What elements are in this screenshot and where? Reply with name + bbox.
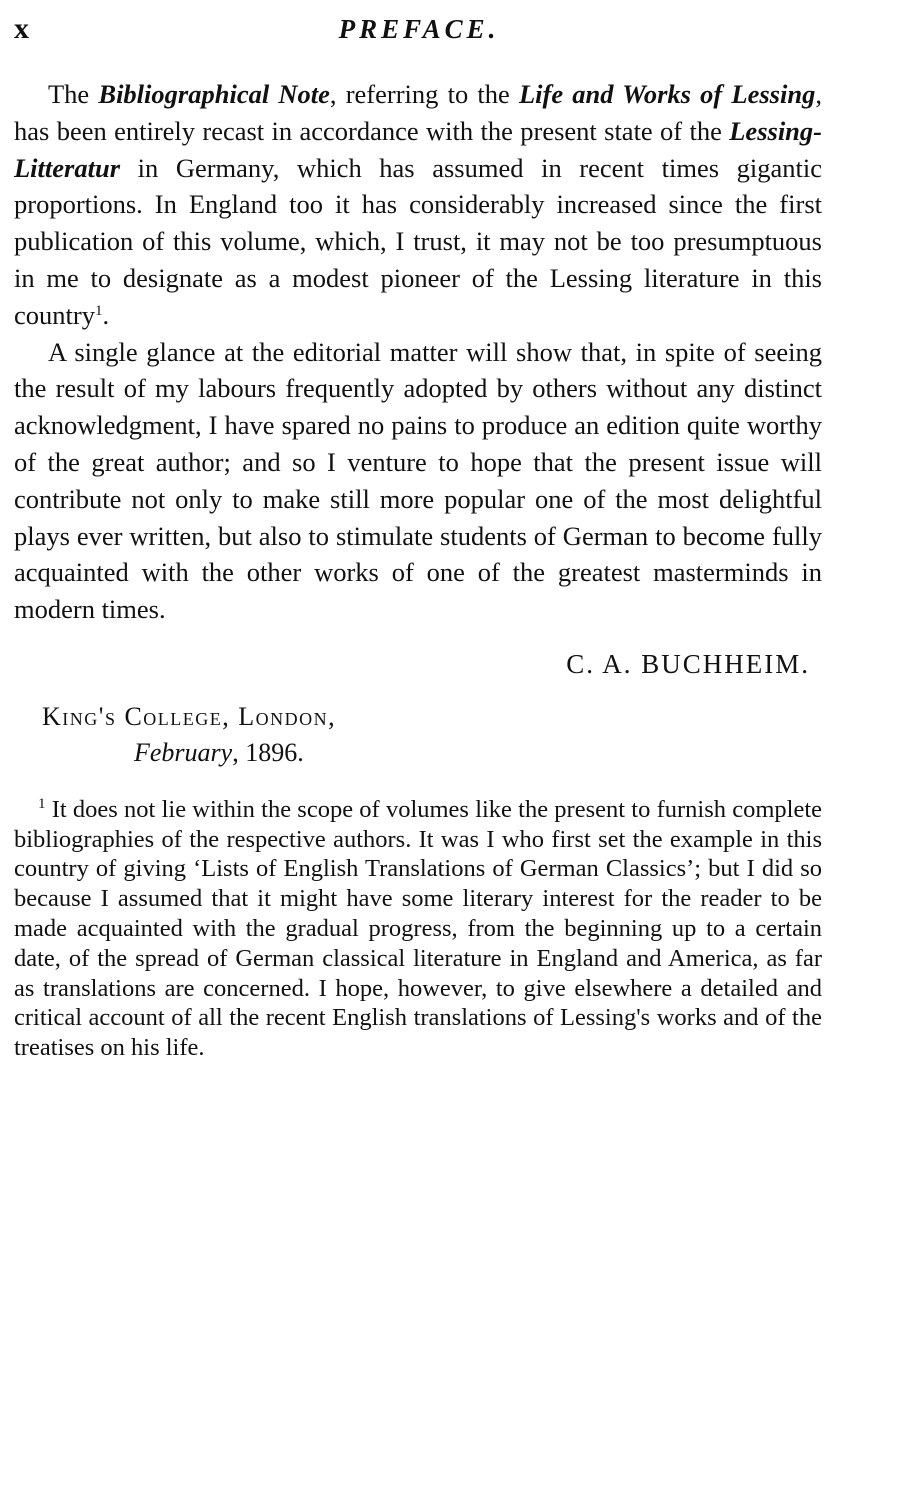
preface-body: [14, 76, 822, 1063]
date-month: February: [134, 737, 233, 767]
footnote-text: It does not lie within the scope of volumes like the present to furnish complete bibliographies of the respective authors. It was I who first set the example in this country of giving ‘Lists of English Translations of German Classics’; but I did so because I assumed that it might have some literary interest for the reader to be made acquainted with the gradual progress, from the beginning up to a certain date, of the spread of German classical literature in England and America, as far as translations are concerned. I hope, however, to give elsewhere a detailed and critical account of all the recent English translations of Lessing's works and of the treatises on his life.: [14, 795, 822, 1062]
italic-title: Life and Works of Lessing: [518, 79, 816, 109]
footnote-reference: 1: [94, 302, 103, 319]
footnote-marker: 1: [38, 795, 46, 812]
italic-title: Lessing-Litteratur: [14, 115, 822, 183]
date-year: , 1896.: [232, 737, 304, 767]
paragraph-text: in Germany, which has assumed in recent times gigantic proportions. In England too it has considerably increased since the first publication of this volume, which, I trust, it may not be too presumptuous in me to designate as a modest pioneer of the Lessing literature in this country: [14, 152, 822, 330]
italic-title: Bibliographical Note: [98, 79, 330, 109]
paragraph-text: The: [48, 79, 99, 109]
paragraph-text: , has been entirely recast in accordance with the present state of the: [14, 79, 822, 146]
paragraph-text: , referring to the: [329, 79, 519, 109]
page-header: [14, 12, 824, 52]
paragraph-bibliographical-note: [14, 76, 822, 334]
place-line: King's College, London,: [42, 701, 337, 731]
page-number: x: [14, 12, 30, 45]
running-title: PREFACE.: [338, 14, 500, 44]
paragraph-text: .: [102, 299, 110, 330]
footnote-paragraph: [14, 795, 822, 1063]
signature: C. A. BUCHHEIM.: [566, 648, 810, 679]
paragraph-editorial-matter: A single glance at the editorial matter will show that, in spite of seeing the result of my labours frequently adopted by others without any distinct acknowledgment, I have spared no pains to produce an edition quite worthy of the great author; and so I venture to hope that the present issue will contribute not only to make still more popular one of the most delightful plays ever written, but also to stimulate students of German to become fully acquainted with the other works of one of the greatest masterminds in modern times.: [14, 336, 822, 625]
date-line: [14, 735, 822, 771]
footnote: [14, 795, 822, 1063]
